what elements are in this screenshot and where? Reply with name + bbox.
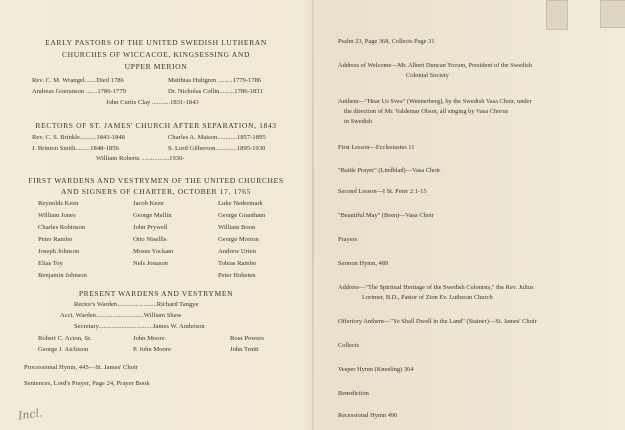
- program-item: Address—"The Spiritual Heritage of the Swedish Colonists," the Rev. Julius: [338, 284, 534, 291]
- warden-name: Jacob Keen: [133, 200, 164, 207]
- vestryman-name: Ross Powers: [230, 335, 264, 342]
- sentences-line: Sentences, Lord's Prayer, Page 24, Prayer Book: [24, 380, 150, 387]
- warden-name: Andrew Urien: [218, 248, 256, 255]
- program-item: Psalm 23, Page 368, Collects Page 31: [338, 38, 435, 45]
- program-item: Benediction: [338, 390, 369, 397]
- heading-first-wardens: FIRST WARDENS AND VESTRYMEN OF THE UNITED CHURCHES: [28, 176, 284, 185]
- vestryman-name: John Trnitt: [230, 346, 259, 353]
- program-item: Anthem—"Hear Us Svea" (Wennerberg), by the Swedish Vasa Choir, under: [338, 98, 532, 105]
- warden-name: Luke Nedermark: [218, 200, 263, 207]
- program-item: Vesper Hymn (Kneeling) 364: [338, 366, 414, 373]
- rector-entry: Rev. C. S. Brinkle..........1843-1848: [32, 134, 125, 141]
- warden-name: William Boon: [218, 224, 256, 231]
- rector-entry: William Roberts .................1930-: [96, 155, 185, 162]
- pastor-entry: Dr. Nicholas Collin.........1786-1831: [168, 88, 263, 95]
- program-item: Offertory Anthem—"Ye Shall Dwell in the Land" (Stainer)—St. James' Choir: [338, 318, 537, 325]
- warden-name: Benjamin Johnson: [38, 272, 87, 279]
- vestryman-name: P. John Moore: [133, 346, 171, 353]
- program-item: "Beautiful May" (Been)—Vasa Choir: [338, 212, 434, 219]
- processional-hymn: Processional Hymn, 445—St. James' Choir: [24, 364, 139, 371]
- warden-name: Reynolds Keen: [38, 200, 79, 207]
- rector-entry: Charles A. Maison............1857-1895: [168, 134, 266, 141]
- right-page: [318, 0, 618, 430]
- vestryman-name: Robert C. Acton, Sr.: [38, 335, 92, 342]
- program-item: Colonial Society: [406, 72, 449, 79]
- warden-name: Otto Nisellis: [133, 236, 167, 243]
- program-item: Lorimer, B.D., Pastor of Zion Ev. Lutheran Church: [362, 294, 493, 301]
- heading-early-pastors: CHURCHES OF WICCACOE, KINGSESSING AND: [61, 50, 251, 59]
- pastor-entry: Matthias Hultgren .........1779-1786: [168, 77, 262, 84]
- heading-early-pastors: UPPER MERION: [124, 62, 188, 71]
- warden-name: Tobias Rambo: [218, 260, 257, 267]
- warden-name: John Prywell: [133, 224, 168, 231]
- warden-name: Peter Hoheten: [218, 272, 256, 279]
- warden-name: Charles Robinson: [38, 224, 86, 231]
- present-warden-row: Secretary.................................James W. Anderson: [74, 323, 205, 330]
- pastor-entry: Rev. C. M. Wrangel.......Died 1786: [32, 77, 124, 84]
- heading-early-pastors: EARLY PASTORS OF THE UNITED SWEDISH LUTHERAN: [45, 38, 267, 47]
- warden-name: George Mellin: [133, 212, 172, 219]
- present-warden-row: Acct. Warden.............................William Shaw: [60, 312, 182, 319]
- program-item: in Swedish: [344, 118, 373, 125]
- left-page: [0, 0, 312, 430]
- program-item: Second Lesson—I St. Peter 2:1-15: [338, 188, 427, 195]
- program-item: "Battle Prayer" (Lindblad)—Vasa Choir: [338, 167, 441, 174]
- warden-name: Elias Toy: [38, 260, 63, 267]
- program-item: Sermon Hymn, 489: [338, 260, 389, 267]
- heading-first-wardens: AND SIGNERS OF CHARTER, OCTOBER 17, 1765: [60, 187, 252, 196]
- heading-present-wardens: PRESENT WARDENS AND VESTRYMEN: [78, 289, 234, 298]
- present-warden-row: Rector's Warden........................Richard Tangye: [74, 301, 199, 308]
- rector-entry: S. Lord Gilberson.............1895-1930: [168, 145, 266, 152]
- warden-name: George Grantham: [218, 212, 266, 219]
- warden-name: William Jones: [38, 212, 76, 219]
- warden-name: Joseph Johnson: [38, 248, 80, 255]
- warden-name: Nels Jonason: [133, 260, 168, 267]
- program-item: First Lesson—Ecclesiastes 11: [338, 144, 415, 151]
- program-item: Collects: [338, 342, 359, 349]
- pastor-entry: Andreas Goeranson .......1786-1779: [32, 88, 126, 95]
- heading-rectors: RECTORS OF ST. JAMES' CHURCH AFTER SEPARATION, 1843: [35, 121, 277, 130]
- handwritten-note: Incl.: [17, 406, 44, 423]
- program-item: the direction of Mr. Valdemar Olson, all singing by Vasa Chorus: [344, 108, 509, 115]
- warden-name: Moses Yockam: [133, 248, 174, 255]
- pastor-entry: John Curtis Clay ...........1831-1843: [106, 99, 199, 106]
- program-item: Recessional Hymn 490: [338, 412, 398, 419]
- program-item: Address of Welcome—Mr. Albert Duncan Yocum, President of the Swedish: [338, 62, 532, 69]
- vestryman-name: John Moore: [133, 335, 165, 342]
- rector-entry: J. Brinton Smith.........1848-1856: [32, 145, 119, 152]
- vestryman-name: George J. Atchison: [38, 346, 89, 353]
- warden-name: George Morton: [218, 236, 259, 243]
- warden-name: Peter Rambo: [38, 236, 73, 243]
- page-fold: [312, 0, 314, 430]
- program-item: Prayers: [338, 236, 358, 243]
